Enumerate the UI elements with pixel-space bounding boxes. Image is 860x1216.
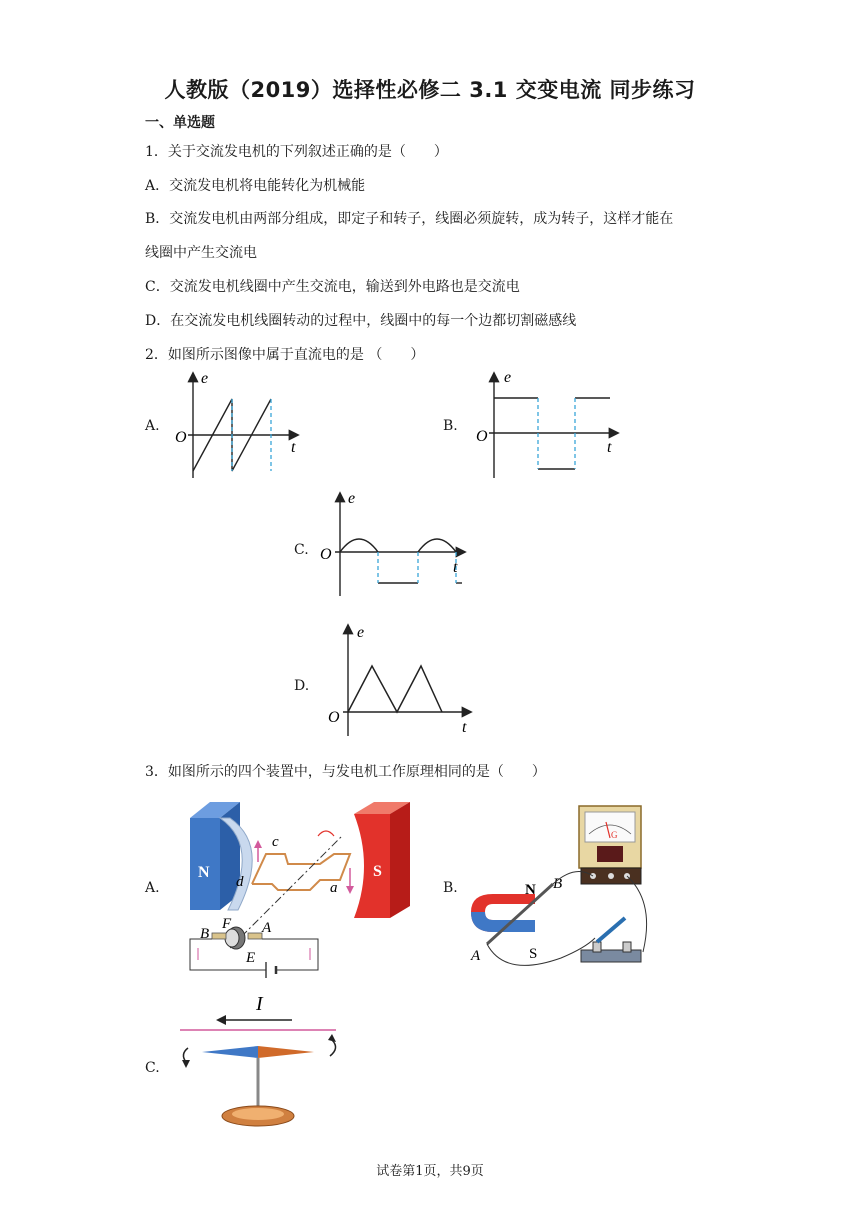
fig-a-label-f: F xyxy=(222,916,232,932)
q3-stem: 3．如图所示的四个装置中，与发电机工作原理相同的是（ ） xyxy=(145,764,546,780)
graph-a-sawtooth xyxy=(160,366,310,484)
section-heading: 一、单选题 xyxy=(145,115,215,131)
figure-c-compass xyxy=(172,990,362,1138)
q2-label-b: B. xyxy=(443,418,458,434)
q2-label-d: D. xyxy=(294,678,310,694)
q1-stem: 1．关于交流发电机的下列叙述正确的是（ ） xyxy=(145,144,448,160)
graph-b-origin: O xyxy=(476,428,488,445)
fig-c-current-label: I xyxy=(256,993,263,1015)
graph-a-origin: O xyxy=(175,429,187,446)
fig-a-label-b: B xyxy=(200,926,210,942)
fig-a-south-label: S xyxy=(373,863,382,880)
fig-b-label-b: B xyxy=(553,876,563,892)
graph-d-y-label: e xyxy=(357,624,365,641)
graph-c-y-label: e xyxy=(348,490,356,507)
fig-a-label-e: E xyxy=(246,950,256,966)
graph-b-y-label: e xyxy=(504,369,512,386)
q3-label-a: A. xyxy=(145,880,160,896)
graph-d-x-label: t xyxy=(462,719,467,736)
fig-b-north-label: N xyxy=(525,882,536,898)
graph-a-y-label: e xyxy=(201,370,209,387)
page-title: 人教版（2019）选择性必修二 3.1 交变电流 同步练习 xyxy=(164,78,696,102)
q1-option-b-cont: 线圈中产生交流电 xyxy=(145,245,257,261)
q3-label-c: C. xyxy=(145,1060,160,1076)
graph-c-origin: O xyxy=(320,546,332,563)
fig-b-label-a: A xyxy=(471,948,481,964)
figure-b-induction xyxy=(465,802,665,974)
graph-d-origin: O xyxy=(328,709,340,726)
fig-a-north-label: N xyxy=(198,864,210,881)
graph-d-triangle xyxy=(322,620,482,740)
fig-b-meter-label: G xyxy=(611,830,618,840)
graph-a-x-label: t xyxy=(291,439,296,456)
graph-c-x-label: t xyxy=(453,559,458,576)
q1-option-c: C．交流发电机线圈中产生交流电，输送到外电路也是交流电 xyxy=(145,279,520,295)
q3-label-b: B. xyxy=(443,880,458,896)
fig-b-south-label: S xyxy=(529,946,538,962)
graph-c-mixed xyxy=(312,488,477,600)
fig-a-label-c: c xyxy=(272,834,279,850)
q1-option-a: A．交流发电机将电能转化为机械能 xyxy=(145,178,366,194)
q2-stem: 2．如图所示图像中属于直流电的是 （ ） xyxy=(145,347,425,363)
q1-option-d: D．在交流发电机线圈转动的过程中，线圈中的每一个边都切割磁感线 xyxy=(145,313,577,329)
graph-b-x-label: t xyxy=(607,439,612,456)
q2-label-a: A. xyxy=(145,418,160,434)
page-footer: 试卷第1页，共9页 xyxy=(376,1164,484,1179)
fig-a-label-a: a xyxy=(330,880,338,896)
figure-a-generator xyxy=(170,798,430,988)
fig-a-label-a2: A xyxy=(262,920,272,936)
q2-label-c: C. xyxy=(294,542,309,558)
q1-option-b: B．交流发电机由两部分组成，即定子和转子，线圈必须旋转，成为转子，这样才能在 xyxy=(145,211,674,227)
fig-a-label-d: d xyxy=(236,874,244,890)
graph-b-square xyxy=(460,366,630,484)
